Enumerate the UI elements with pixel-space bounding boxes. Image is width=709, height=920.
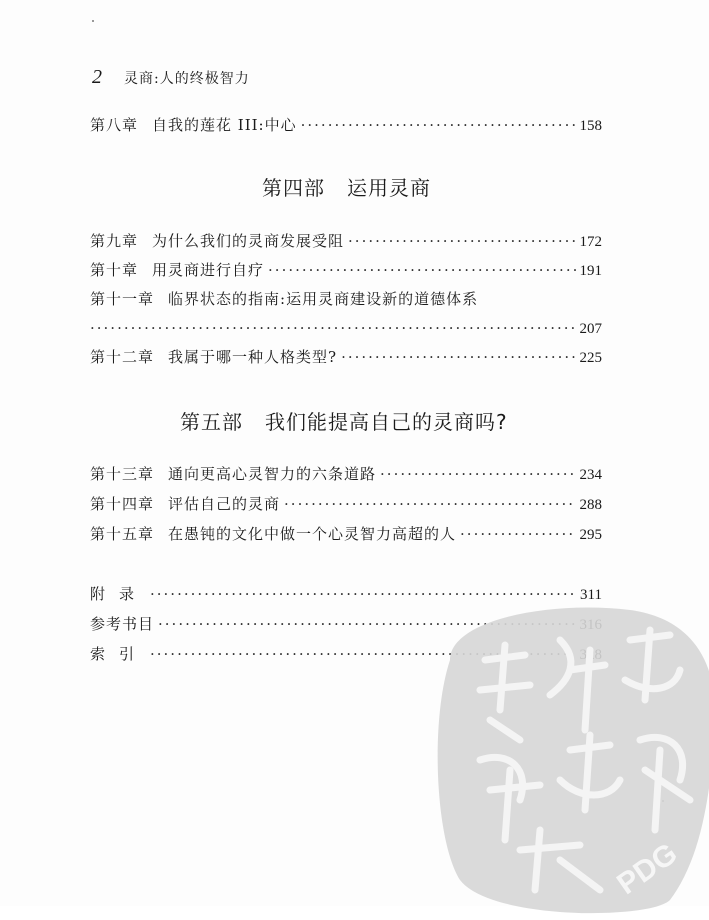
seal-watermark — [430, 600, 709, 920]
chapter-title: 为什么我们的灵商发展受阻 — [152, 232, 345, 250]
section-label: 附录 — [90, 585, 149, 603]
dot-leader — [90, 317, 576, 339]
chapter-title: 评估自己的灵商 — [168, 495, 281, 513]
page-number: 2 — [92, 66, 102, 88]
part-label: 第五部 — [180, 410, 243, 434]
section-label: 参考书目 — [90, 615, 155, 633]
dot-leader — [380, 463, 575, 485]
chapter-number: 第十章 — [90, 261, 139, 279]
part-heading — [180, 406, 508, 435]
book-title: 灵商:人的终极智力 — [124, 71, 250, 87]
page-ref: 225 — [579, 350, 602, 366]
toc-entry[interactable] — [90, 493, 602, 516]
toc-entry[interactable] — [90, 288, 602, 310]
page-ref: 295 — [579, 527, 602, 543]
toc-entry[interactable] — [90, 463, 602, 486]
chapter-number: 第十二章 — [90, 348, 155, 366]
chapter-title: 我属于哪一种人格类型? — [168, 348, 338, 366]
dot-leader — [301, 114, 576, 136]
toc-entry[interactable] — [90, 523, 602, 546]
running-head — [92, 66, 250, 89]
part-label: 第四部 — [262, 176, 325, 200]
chapter-number: 第九章 — [90, 232, 139, 250]
page-ref: 191 — [579, 263, 602, 279]
chapter-number: 第八章 — [90, 116, 139, 134]
page-ref: 311 — [580, 587, 602, 603]
part-heading — [262, 172, 431, 201]
dot-leader — [284, 493, 575, 515]
section-label: 索引 — [90, 645, 149, 663]
part-title: 运用灵商 — [347, 176, 431, 200]
chapter-title: 在愚钝的文化中做一个心灵智力高超的人 — [168, 525, 457, 543]
page-ref: 172 — [579, 234, 602, 250]
toc-entry[interactable] — [90, 259, 602, 282]
scan-speck — [92, 20, 94, 22]
chapter-number: 第十四章 — [90, 495, 155, 513]
page-ref: 207 — [579, 321, 602, 337]
part-title: 我们能提高自己的灵商吗? — [265, 410, 508, 434]
dot-leader — [460, 523, 575, 545]
dot-leader — [348, 230, 575, 252]
chapter-title: 用灵商进行自疗 — [152, 261, 265, 279]
pdg-mark: PDG — [611, 836, 684, 902]
page-ref: 158 — [579, 118, 602, 134]
toc-entry[interactable] — [90, 346, 602, 369]
chapter-title: 临界状态的指南:运用灵商建设新的道德体系 — [168, 290, 479, 308]
toc-entry[interactable] — [90, 230, 602, 253]
chapter-title: 自我的莲花 III:中心 — [152, 116, 297, 134]
chapter-number: 第十一章 — [90, 290, 155, 308]
dot-leader — [268, 259, 575, 281]
toc-entry-continuation[interactable] — [90, 317, 602, 340]
dot-leader — [341, 346, 575, 368]
chapter-title: 通向更高心灵智力的六条道路 — [168, 465, 377, 483]
chapter-number: 第十三章 — [90, 465, 155, 483]
toc-entry[interactable] — [90, 114, 602, 137]
page-ref: 234 — [579, 467, 602, 483]
page-ref: 288 — [579, 497, 602, 513]
chapter-number: 第十五章 — [90, 525, 155, 543]
